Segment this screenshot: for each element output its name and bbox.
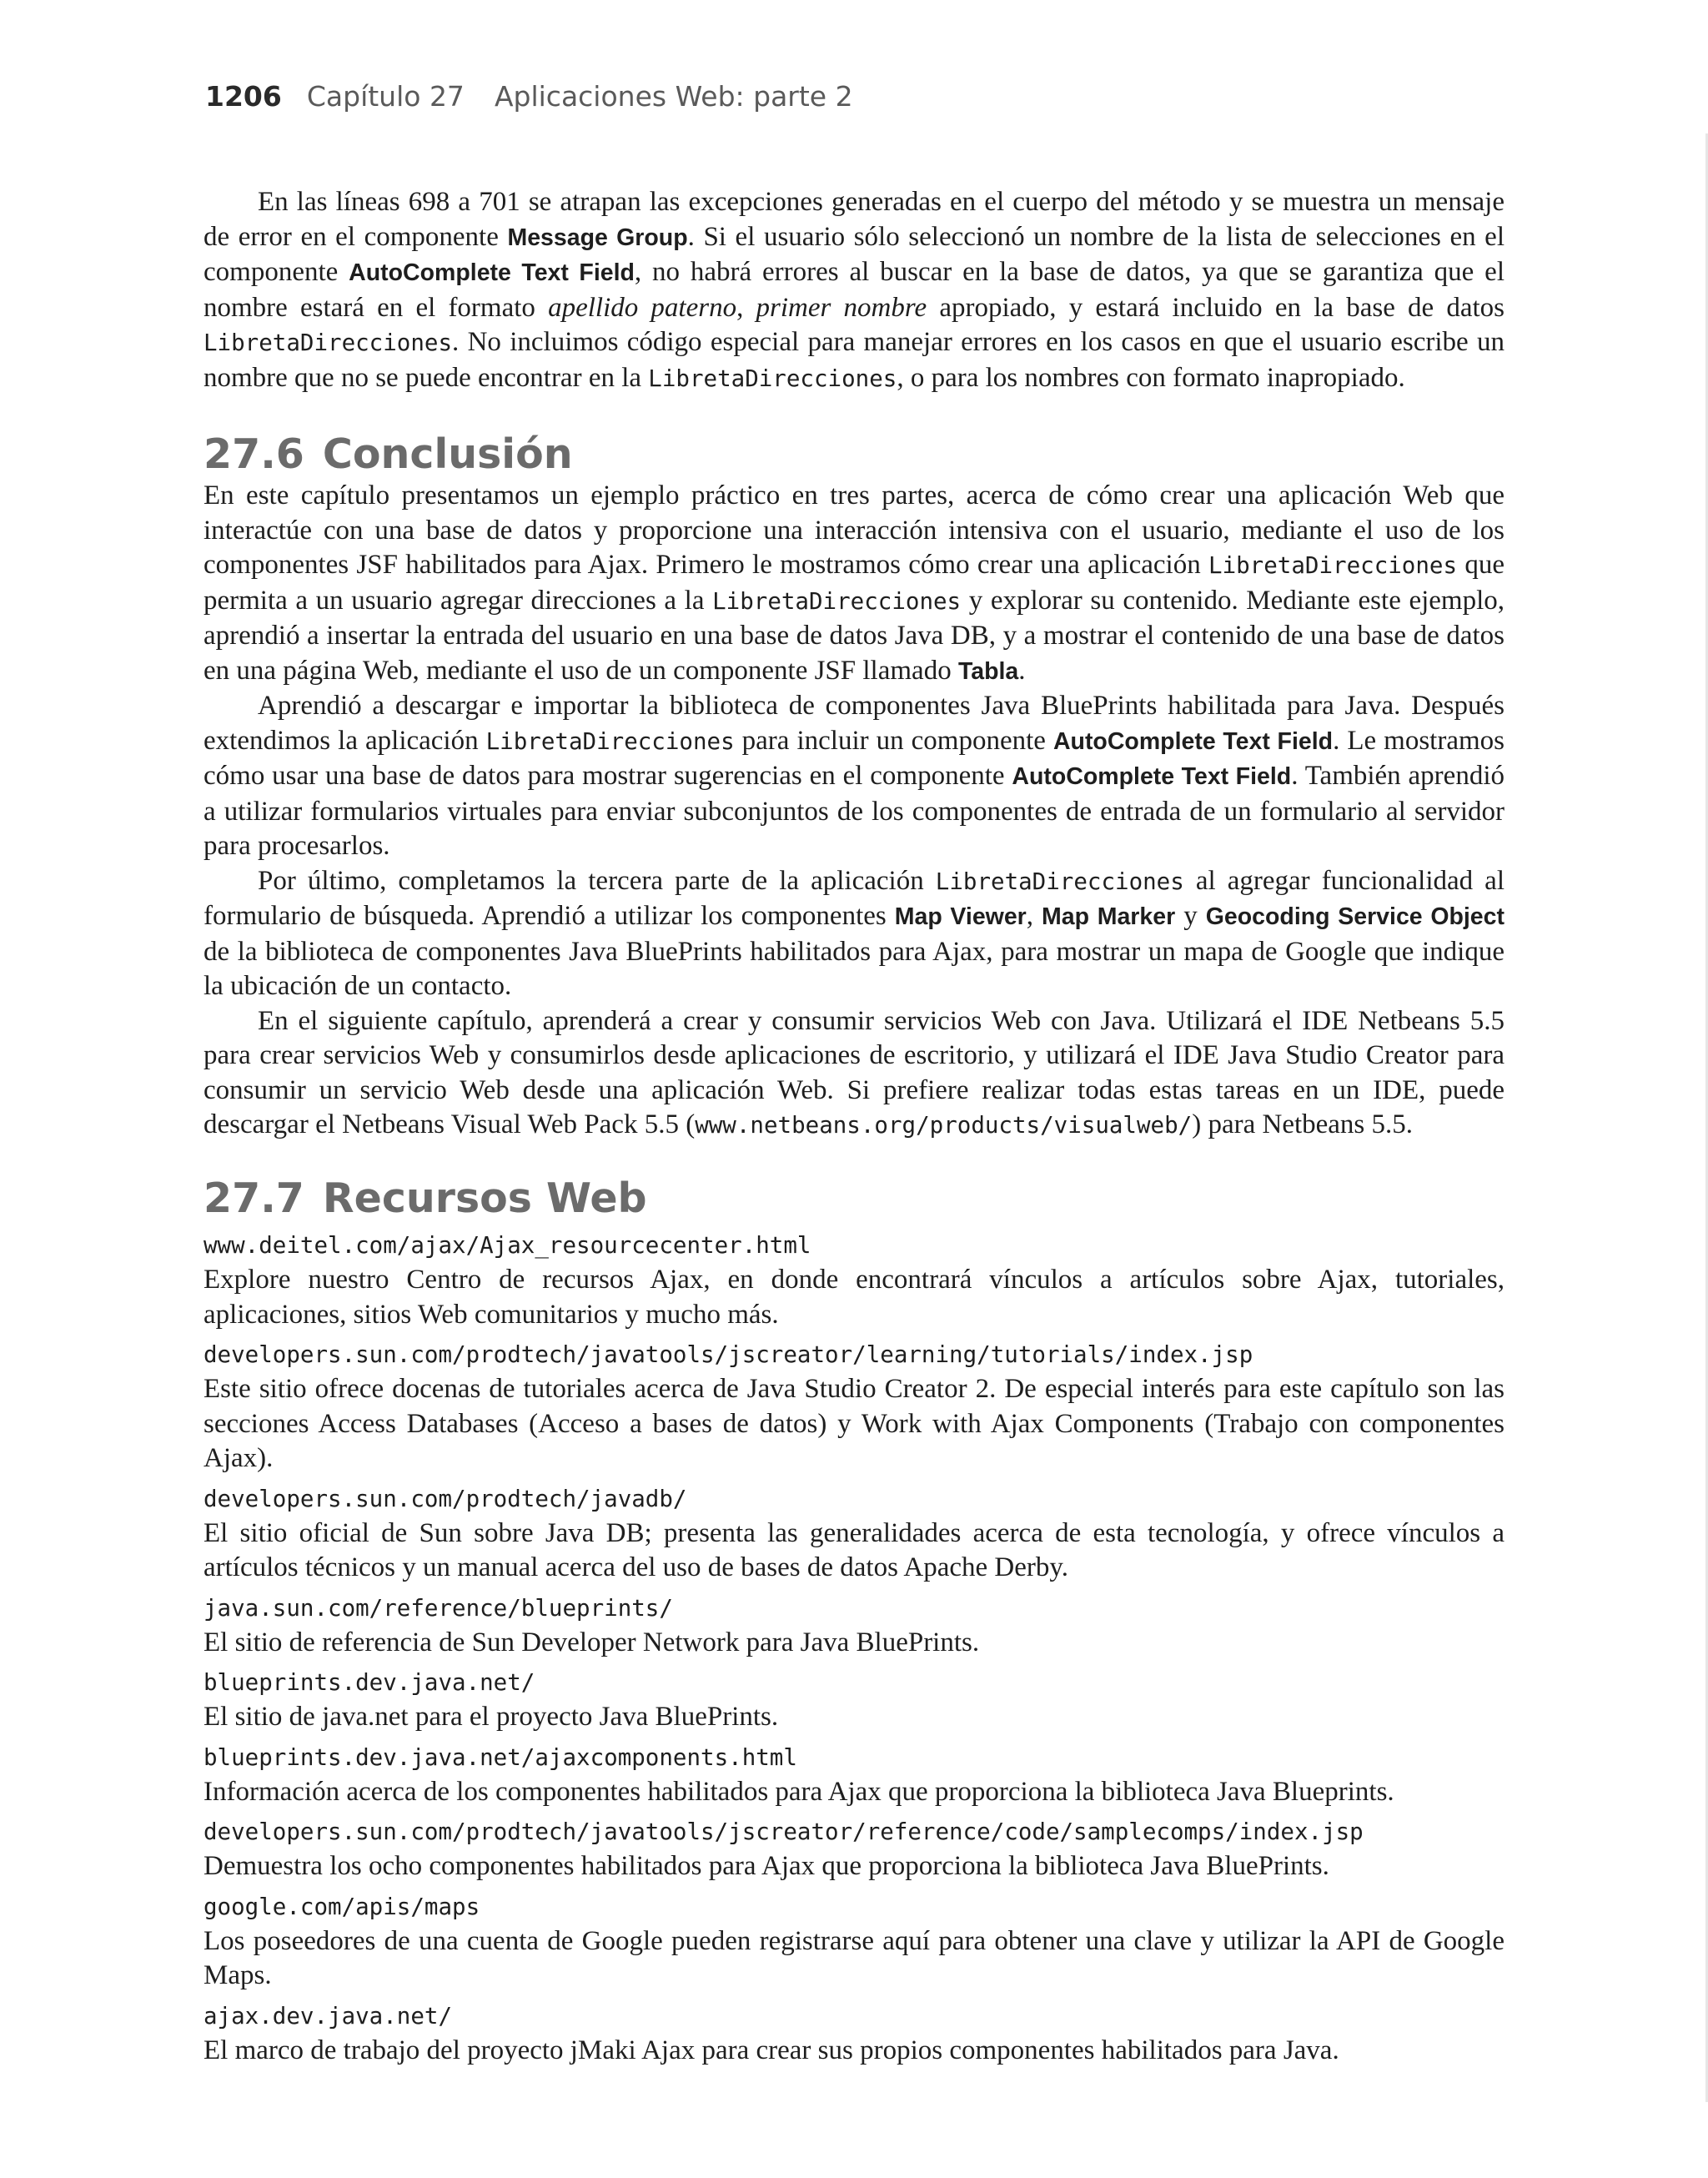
resource-description: El sitio de java.net para el proyecto Java BluePrints. bbox=[203, 1702, 779, 1732]
code-term: LibretaDirecciones bbox=[485, 727, 735, 755]
resource-description: El sitio oficial de Sun sobre Java DB; presenta las generalidades acerca de esta tecnología, y ofrece vínculos a artículos técnicos y un manual acerca del uso de bases de datos Apache Derby. bbox=[203, 1517, 1505, 1582]
code-term: LibretaDirecciones bbox=[648, 365, 897, 392]
resource-item bbox=[203, 1665, 1505, 1735]
resource-url[interactable]: blueprints.dev.java.net/ bbox=[203, 1669, 535, 1696]
italic-term: primer nombre bbox=[756, 292, 927, 323]
resource-description: El marco de trabajo del proyecto jMaki Ajax para crear sus propios componentes habilitados para Java. bbox=[203, 2035, 1339, 2065]
resource-item bbox=[203, 1337, 1505, 1476]
section-title: Recursos Web bbox=[322, 1175, 647, 1222]
resource-item bbox=[203, 1740, 1505, 1810]
section-title: Conclusión bbox=[322, 430, 573, 478]
resource-url[interactable]: developers.sun.com/prodtech/javatools/jscreator/learning/tutorials/index.jsp bbox=[203, 1341, 1253, 1368]
resource-item bbox=[203, 1228, 1505, 1332]
resource-url[interactable]: blueprints.dev.java.net/ajaxcomponents.html bbox=[203, 1743, 797, 1771]
section-conclusion bbox=[203, 430, 1505, 1144]
resource-url[interactable]: java.sun.com/reference/blueprints/ bbox=[203, 1594, 673, 1622]
resource-url[interactable]: www.deitel.com/ajax/Ajax_resourcecenter.html bbox=[203, 1232, 811, 1259]
resource-url[interactable]: ajax.dev.java.net/ bbox=[203, 2002, 453, 2030]
conclusion-paragraph: En el siguiente capítulo, aprenderá a crear y consumir servicios Web con Java. Utilizará el IDE Netbeans 5.5 para crear servicios Web y consumirlos desde aplicaciones de escritorio, y utilizará el IDE Java Studio Creator para consumir un servicio Web desde una aplicación Web. Si prefiere realizar todas estas tareas en un IDE, puede descargar el Netbeans Visual Web Pack 5.5 (www.netbeans.org/products/visualweb/) para Netbeans 5.5. bbox=[203, 1005, 1505, 1139]
resource-description: Demuestra los ocho componentes habilitados para Ajax que proporciona la biblioteca Java BluePrints. bbox=[203, 1851, 1329, 1881]
code-term: LibretaDirecciones bbox=[203, 329, 453, 356]
ui-component-name: Geocoding Service Object bbox=[1205, 903, 1505, 930]
resource-url[interactable]: developers.sun.com/prodtech/javadb/ bbox=[203, 1485, 687, 1512]
resource-list bbox=[203, 1228, 1505, 2068]
resource-description: Explore nuestro Centro de recursos Ajax, en donde encontrará vínculos a artículos sobre Ajax, tutoriales, aplicaciones, sitios Web comunitarios y mucho más. bbox=[203, 1265, 1505, 1330]
resource-url[interactable]: google.com/apis/maps bbox=[203, 1893, 480, 1920]
ui-component-name: Tabla bbox=[957, 657, 1019, 685]
code-term: LibretaDirecciones bbox=[935, 868, 1184, 895]
chapter-label: Capítulo 27 bbox=[306, 80, 465, 113]
resource-item bbox=[203, 1481, 1505, 1586]
ui-component-name: AutoComplete Text Field bbox=[349, 259, 635, 286]
ui-component-name: AutoComplete Text Field bbox=[1052, 727, 1334, 755]
running-header bbox=[205, 80, 853, 113]
intro-paragraph: En las líneas 698 a 701 se atrapan las excepciones generadas en el cuerpo del método y se muestra un mensaje de error en el componente Message Group. Si el usuario sólo seleccionó un nombre de la lista de selecciones en el componente AutoComplete Text Field, no habrá errores al buscar en la base de datos, ya que se garantiza que el nombre estará en el formato apellido paterno, primer nombre apropiado, y estará incluido en la base de datos LibretaDirecciones. No incluimos código especial para manejar errores en los casos en que el usuario escribe un nombre que no se puede encontrar en la LibretaDirecciones, o para los nombres con formato inapropiado. bbox=[203, 187, 1505, 393]
conclusion-paragraph: Aprendió a descargar e importar la biblioteca de componentes Java BluePrints habilitada para Java. Después extendimos la aplicación LibretaDirecciones para incluir un componente AutoComplete Text Field. Le mostramos cómo usar una base de datos para mostrar sugerencias en el componente AutoComplete Text Field. También aprendió a utilizar formularios virtuales para enviar subconjuntos de los componentes de entrada de un formulario al servidor para procesarlos. bbox=[203, 691, 1505, 861]
resource-description: Información acerca de los componentes habilitados para Ajax que proporciona la biblioteca Java Blueprints. bbox=[203, 1776, 1394, 1807]
ui-component-name: Message Group bbox=[507, 224, 688, 251]
code-term: LibretaDirecciones bbox=[1208, 552, 1458, 579]
resource-item bbox=[203, 1999, 1505, 2069]
ui-component-name: Map Marker bbox=[1042, 903, 1176, 930]
resource-item bbox=[203, 1889, 1505, 1994]
code-term: LibretaDirecciones bbox=[712, 587, 962, 615]
intro-block bbox=[203, 185, 1505, 396]
chapter-title: Aplicaciones Web: parte 2 bbox=[494, 80, 853, 113]
italic-term: apellido paterno bbox=[548, 292, 737, 323]
code-term: www.netbeans.org/products/visualweb/ bbox=[695, 1112, 1193, 1139]
section-heading-resources bbox=[203, 1175, 1505, 1223]
resource-item bbox=[203, 1591, 1505, 1661]
resource-url[interactable]: developers.sun.com/prodtech/javatools/jscreator/reference/code/samplecomps/index.jsp bbox=[203, 1818, 1364, 1845]
resource-description: El sitio de referencia de Sun Developer Network para Java BluePrints. bbox=[203, 1627, 980, 1657]
ui-component-name: AutoComplete Text Field bbox=[1012, 763, 1292, 790]
ui-component-name: Map Viewer bbox=[894, 903, 1027, 930]
resource-item bbox=[203, 1814, 1505, 1884]
resource-description: Los poseedores de una cuenta de Google pueden registrarse aquí para obtener una clave y utilizar la API de Google Maps. bbox=[203, 1925, 1505, 1990]
resource-description: Este sitio ofrece docenas de tutoriales acerca de Java Studio Creator 2. De especial interés para este capítulo son las secciones Access Databases (Acceso a bases de datos) y Work with Ajax Components (Trabajo con componentes Ajax). bbox=[203, 1374, 1505, 1473]
section-web-resources bbox=[203, 1175, 1505, 2068]
conclusion-paragraph: Por último, completamos la tercera parte de la aplicación LibretaDirecciones al agregar funcionalidad al formulario de búsqueda. Aprendió a utilizar los componentes Map Viewer, Map Marker y Geocoding Service Object de la biblioteca de componentes Java BluePrints habilitados para Ajax, para mostrar un mapa de Google que indique la ubicación de un contacto. bbox=[203, 865, 1505, 1001]
section-number: 27.7 bbox=[203, 1175, 304, 1222]
section-number: 27.6 bbox=[203, 430, 304, 478]
section-heading-conclusion bbox=[203, 430, 1505, 479]
page-number: 1206 bbox=[205, 80, 282, 113]
conclusion-paragraph: En este capítulo presentamos un ejemplo práctico en tres partes, acerca de cómo crear una aplicación Web que interactúe con una base de datos y proporcione una interacción intensiva con el usuario, mediante el uso de los componentes JSF habilitados para Ajax. Primero le mostramos cómo crear una aplicación LibretaDirecciones que permita a un usuario agregar direcciones a la LibretaDirecciones y explorar su contenido. Mediante este ejemplo, aprendió a insertar la entrada del usuario en una base de datos Java DB, y a mostrar el contenido de una base de datos en una página Web, mediante el uso de un componente JSF llamado Tabla. bbox=[203, 480, 1505, 686]
